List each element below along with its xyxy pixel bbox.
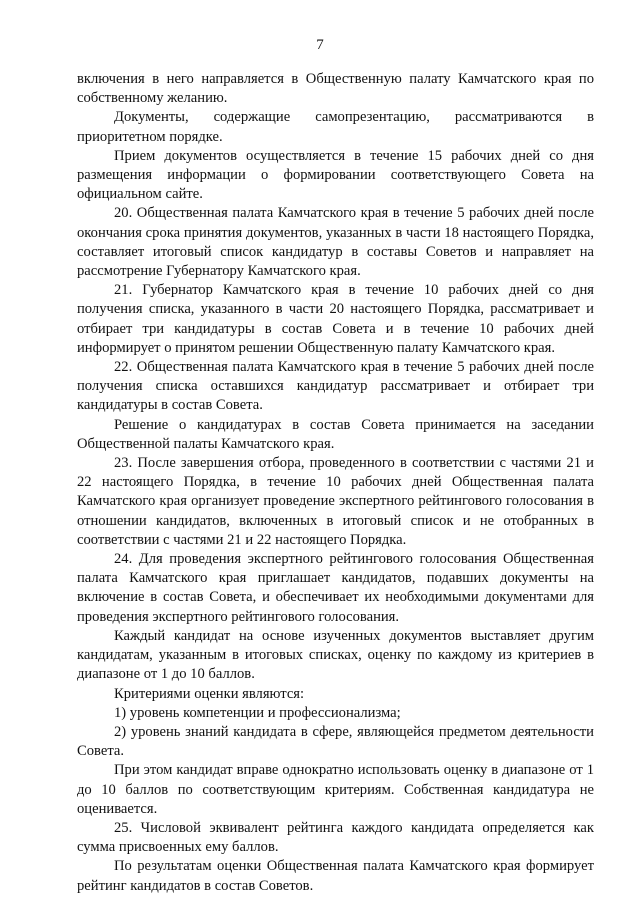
paragraph-candidate-scoring: Каждый кандидат на основе изученных документов выставляет другим кандидатам, указанным в итоговых списках, оценку по каждому из критериев в диапазоне от 1 до 10 баллов. [77, 627, 594, 683]
paragraph-clause-25: 25. Числовой эквивалент рейтинга каждого кандидата определяется как сумма присвоенных ему баллов. [77, 819, 594, 856]
paragraph-clause-20: 20. Общественная палата Камчатского края в течение 5 рабочих дней после окончания срока принятия документов, указанных в части 18 настоящего Порядка, составляет итоговый список кандидатур в составы Советов и направляет на рассмотрение Губернатору Камчатского края. [77, 205, 594, 280]
page-number: 7 [316, 37, 324, 53]
document-body [77, 70, 594, 896]
paragraph-continuation: включения в него направляется в Общественную палату Камчатского края по собственному желанию. [77, 71, 594, 107]
paragraph-document-intake: Прием документов осуществляется в течение 15 рабочих дней со дня размещения информации о формировании соответствующего Совета на официальном сайте. [77, 147, 594, 203]
paragraph-council-decision: Решение о кандидатурах в состав Совета принимается на заседании Общественной палаты Камчатского края. [77, 416, 594, 452]
paragraph-scoring-rules: При этом кандидат вправе однократно использовать оценку в диапазоне от 1 до 10 баллов по соответствующим критериям. Собственная кандидатура не оценивается. [77, 762, 594, 817]
paragraph-rating-formation: По результатам оценки Общественная палата Камчатского края формирует рейтинг кандидатов в состав Советов. [77, 858, 594, 894]
list-item-criterion-1: 1) уровень компетенции и профессионализма; [114, 704, 401, 721]
paragraph-self-presentation: Документы, содержащие самопрезентацию, рассматриваются в приоритетном порядке. [77, 109, 594, 145]
paragraph-clause-23: 23. После завершения отбора, проведенного в соответствии с частями 21 и 22 настоящего Порядка, в течение 10 рабочих дней Общественная палата Камчатского края организует проведение экспертного рейтингового голосования в отношении кандидатов, включенных в итоговый список и не отобранных в соответствии с частями 21 и 22 настоящего Порядка. [77, 455, 594, 548]
list-item-criterion-2: 2) уровень знаний кандидата в сфере, являющейся предметом деятельности Совета. [77, 723, 594, 760]
paragraph-clause-24: 24. Для проведения экспертного рейтингового голосования Общественная палата Камчатского края приглашает кандидатов, подавших документы на включение в состав Совета, и обеспечивает их необходимыми документами для проведения экспертного рейтингового голосования. [77, 551, 594, 625]
paragraph-clause-22: 22. Общественная палата Камчатского края в течение 5 рабочих дней после получения списка оставшихся кандидатур рассматривает и отбирает три кандидатуры в состав Совета. [77, 359, 594, 414]
paragraph-criteria-heading: Критериями оценки являются: [114, 685, 305, 702]
paragraph-clause-21: 21. Губернатор Камчатского края в течение 10 рабочих дней со дня получения списка, указанного в части 20 настоящего Порядка, рассматривает и отбирает три кандидатуры в состав Совета и в течение 10 рабочих дней информирует о принятом решении Общественную палату Камчатского края. [77, 282, 594, 356]
